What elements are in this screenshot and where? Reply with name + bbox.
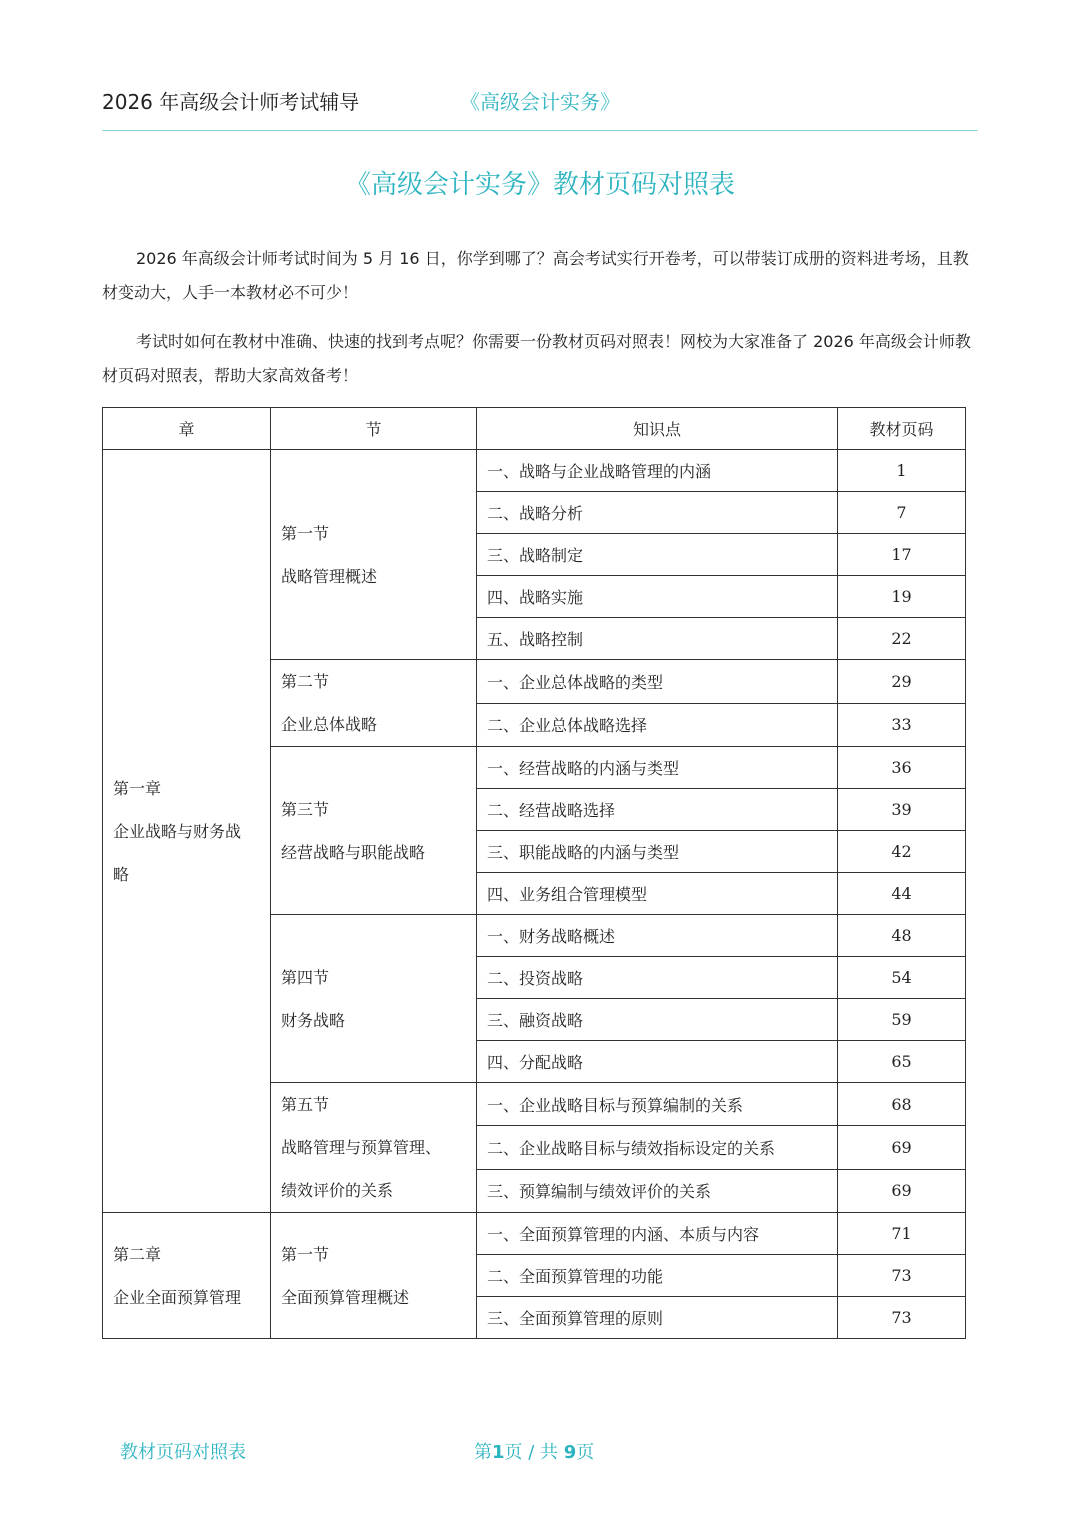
knowledge-point-cell: 二、投资战略 (477, 957, 838, 999)
table-body (103, 450, 966, 1339)
exam-title: 2026 年高级会计师考试辅导 (102, 90, 360, 114)
chapter-cell (103, 1213, 271, 1339)
section-cell (271, 1083, 477, 1213)
page-number-cell: 36 (838, 747, 966, 789)
page-number-cell: 17 (838, 534, 966, 576)
section-cell (271, 747, 477, 915)
header-chapter: 章 (103, 408, 271, 450)
section-label-line: 绩效评价的关系 (281, 1181, 394, 1200)
section-cell (271, 660, 477, 747)
document-title: 《高级会计实务》教材页码对照表 (344, 170, 735, 200)
knowledge-point-cell: 三、职能战略的内涵与类型 (477, 831, 838, 873)
knowledge-point-cell: 三、战略制定 (477, 534, 838, 576)
knowledge-point-cell: 三、全面预算管理的原则 (477, 1297, 838, 1339)
footer-doc-name: 教材页码对照表 (120, 1442, 246, 1463)
intro-paragraph-1: 2026 年高级会计师考试时间为 5 月 16 日，你学到哪了？高会考试实行开卷考，可以带装订成册的资料进考场，且教材变动大，人手一本教材必不可少！ (102, 249, 969, 302)
page-number-cell: 48 (838, 915, 966, 957)
page-number-cell: 59 (838, 999, 966, 1041)
page-number-cell: 22 (838, 618, 966, 660)
chapter-label-line: 略 (113, 864, 130, 884)
section-cell (271, 1213, 477, 1339)
book-title: 《高级会计实务》 (460, 90, 620, 114)
section-label-line: 战略管理概述 (281, 566, 378, 586)
page-number-cell: 73 (838, 1297, 966, 1339)
page-number-cell: 39 (838, 789, 966, 831)
page-total: 9 (563, 1442, 577, 1463)
knowledge-point-cell: 三、融资战略 (477, 999, 838, 1041)
chapter-label-line: 第二章 (113, 1244, 162, 1264)
knowledge-point-cell: 五、战略控制 (477, 618, 838, 660)
page-prefix: 第 (474, 1442, 492, 1463)
chapter-label-line: 企业全面预算管理 (113, 1287, 242, 1307)
section-label-line: 财务战略 (281, 1010, 346, 1030)
page-suffix: 页 (576, 1442, 595, 1463)
page-number-cell: 71 (838, 1213, 966, 1255)
page-current: 1 (492, 1442, 505, 1463)
knowledge-point-cell: 一、企业战略目标与预算编制的关系 (477, 1083, 838, 1126)
page-number-cell: 73 (838, 1255, 966, 1297)
header-divider (102, 130, 978, 131)
knowledge-point-cell: 四、分配战略 (477, 1041, 838, 1083)
page-number-cell: 65 (838, 1041, 966, 1083)
section-label-line: 第一节 (281, 523, 330, 543)
section-label-line: 第一节 (281, 1244, 330, 1264)
table-row (103, 450, 966, 492)
chapter-label-line: 企业战略与财务战 (113, 821, 242, 841)
page-reference-table (102, 407, 966, 1339)
knowledge-point-cell: 二、战略分析 (477, 492, 838, 534)
page-number-cell: 54 (838, 957, 966, 999)
intro-paragraph-2: 考试时如何在教材中准确、快速的找到考点呢？你需要一份教材页码对照表！网校为大家准备了 2026 年高级会计师教材页码对照表，帮助大家高效备考！ (102, 332, 971, 385)
section-label-line: 企业总体战略 (281, 715, 378, 734)
header-page: 教材页码 (838, 408, 966, 450)
page-header (102, 86, 978, 122)
knowledge-point-cell: 一、全面预算管理的内涵、本质与内容 (477, 1213, 838, 1255)
footer-page-indicator (474, 1438, 594, 1464)
knowledge-point-cell: 四、业务组合管理模型 (477, 873, 838, 915)
page-number-cell: 1 (838, 450, 966, 492)
section-cell (271, 915, 477, 1083)
page-mid: 页 / 共 (504, 1442, 564, 1463)
section-label-line: 第五节 (281, 1095, 330, 1114)
page-number-cell: 42 (838, 831, 966, 873)
header-knowledge-point: 知识点 (477, 408, 838, 450)
page-number-cell: 29 (838, 660, 966, 704)
table-row (103, 1213, 966, 1255)
chapter-cell (103, 450, 271, 1213)
section-label-line: 战略管理与预算管理、 (281, 1138, 442, 1157)
page-number-cell: 69 (838, 1169, 966, 1212)
page-number-cell: 33 (838, 703, 966, 747)
knowledge-point-cell: 二、企业战略目标与绩效指标设定的关系 (477, 1126, 838, 1169)
page-number-cell: 19 (838, 576, 966, 618)
page-number-cell: 44 (838, 873, 966, 915)
section-label-line: 第三节 (281, 799, 330, 819)
section-label-line: 全面预算管理概述 (281, 1287, 410, 1307)
table-header-row (103, 408, 966, 450)
knowledge-point-cell: 二、全面预算管理的功能 (477, 1255, 838, 1297)
section-label-line: 经营战略与职能战略 (281, 842, 426, 862)
knowledge-point-cell: 一、经营战略的内涵与类型 (477, 747, 838, 789)
chapter-label-line: 第一章 (113, 778, 162, 798)
knowledge-point-cell: 二、经营战略选择 (477, 789, 838, 831)
section-label-line: 第二节 (281, 672, 330, 691)
knowledge-point-cell: 一、战略与企业战略管理的内涵 (477, 450, 838, 492)
knowledge-point-cell: 二、企业总体战略选择 (477, 703, 838, 747)
knowledge-point-cell: 四、战略实施 (477, 576, 838, 618)
header-section: 节 (271, 408, 477, 450)
page-number-cell: 7 (838, 492, 966, 534)
page-number-cell: 69 (838, 1126, 966, 1169)
section-cell (271, 450, 477, 660)
knowledge-point-cell: 三、预算编制与绩效评价的关系 (477, 1169, 838, 1212)
knowledge-point-cell: 一、财务战略概述 (477, 915, 838, 957)
knowledge-point-cell: 一、企业总体战略的类型 (477, 660, 838, 704)
page-number-cell: 68 (838, 1083, 966, 1126)
section-label-line: 第四节 (281, 967, 330, 987)
